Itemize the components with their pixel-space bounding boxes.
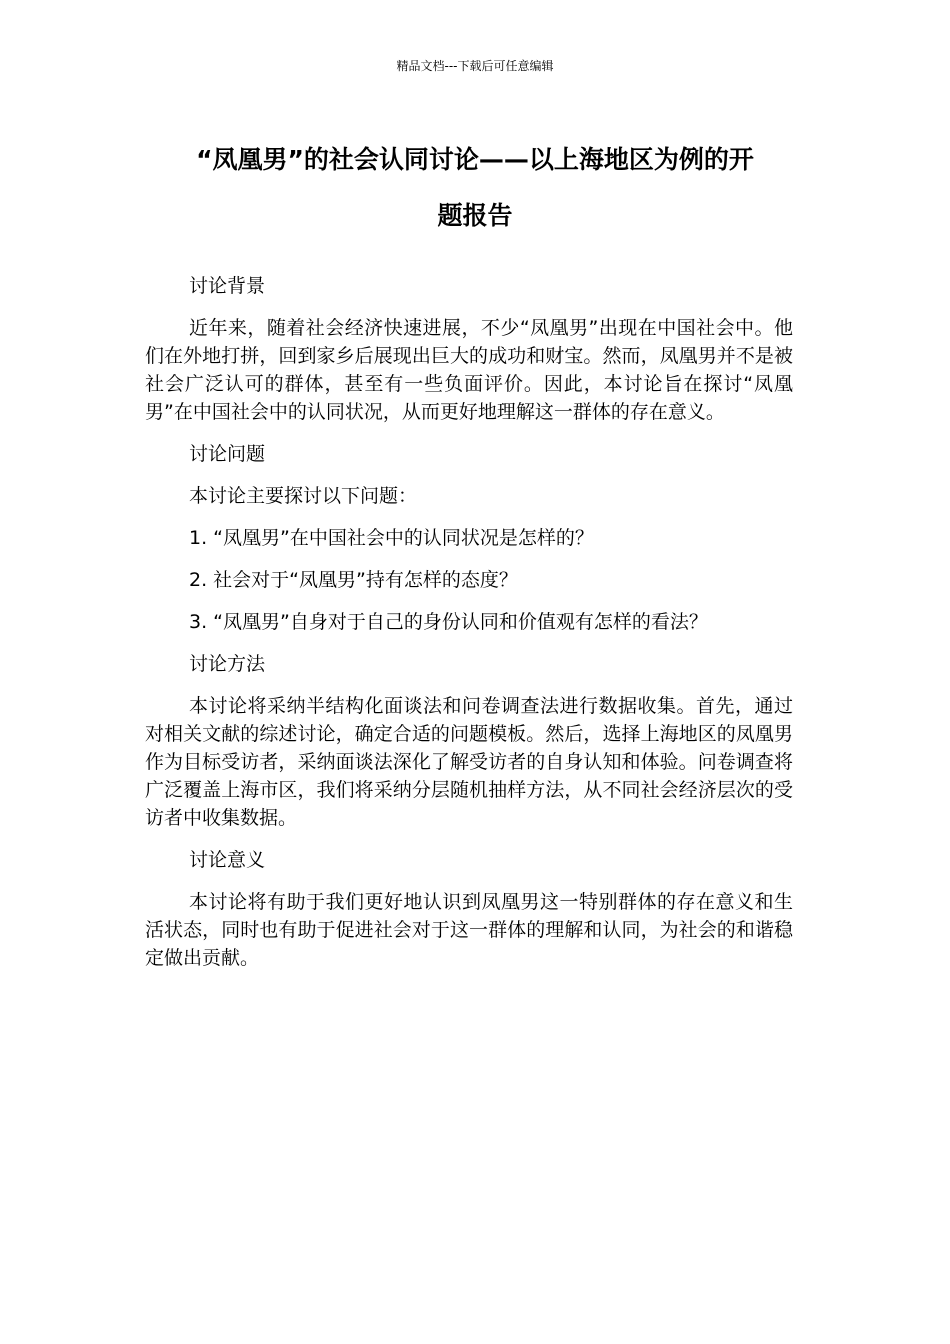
methods-paragraph: 本讨论将采纳半结构化面谈法和问卷调查法进行数据收集。首先，通过对相关文献的综述讨论，确定合适的问题模板。然后，选择上海地区的凤凰男作为目标受访者，采纳面谈法深化了解受访者的自身认知和体验。问卷调查将广泛覆盖上海市区，我们将采纳分层随机抽样方法，从不同社会经济层次的受访者中收集数据。 xyxy=(145,695,793,829)
question-item-3: 3. “凤凰男”自身对于自己的身份认同和价值观有怎样的看法？ xyxy=(189,611,708,633)
section-heading-background: 讨论背景 xyxy=(189,275,266,297)
section-heading-questions: 讨论问题 xyxy=(189,443,266,465)
background-paragraph: 近年来，随着社会经济快速进展，不少“凤凰男”出现在中国社会中。他们在外地打拼，回到家乡后展现出巨大的成功和财宝。然而，凤凰男并不是被社会广泛认可的群体，甚至有一些负面评价。因此，本讨论旨在探讨“凤凰男”在中国社会中的认同状况，从而更好地理解这一群体的存在意义。 xyxy=(145,317,793,423)
document-title xyxy=(145,132,805,244)
significance-paragraph: 本讨论将有助于我们更好地认识到凤凰男这一特别群体的存在意义和生活状态，同时也有助于促进社会对于这一群体的理解和认同，为社会的和谐稳定做出贡献。 xyxy=(145,891,793,969)
question-item-2: 2. 社会对于“凤凰男”持有怎样的态度？ xyxy=(189,569,518,591)
title-line-2: 题报告 xyxy=(437,201,513,230)
title-line-1: “凤凰男”的社会认同讨论——以上海地区为例的开 xyxy=(196,145,754,174)
questions-intro: 本讨论主要探讨以下问题： xyxy=(189,485,418,507)
question-item-1: 1. “凤凰男”在中国社会中的认同状况是怎样的？ xyxy=(189,527,594,549)
page-header: 精品文档---下载后可任意编辑 xyxy=(396,59,554,73)
document-body xyxy=(145,272,793,986)
section-heading-significance: 讨论意义 xyxy=(189,849,266,871)
section-heading-methods: 讨论方法 xyxy=(189,653,266,675)
